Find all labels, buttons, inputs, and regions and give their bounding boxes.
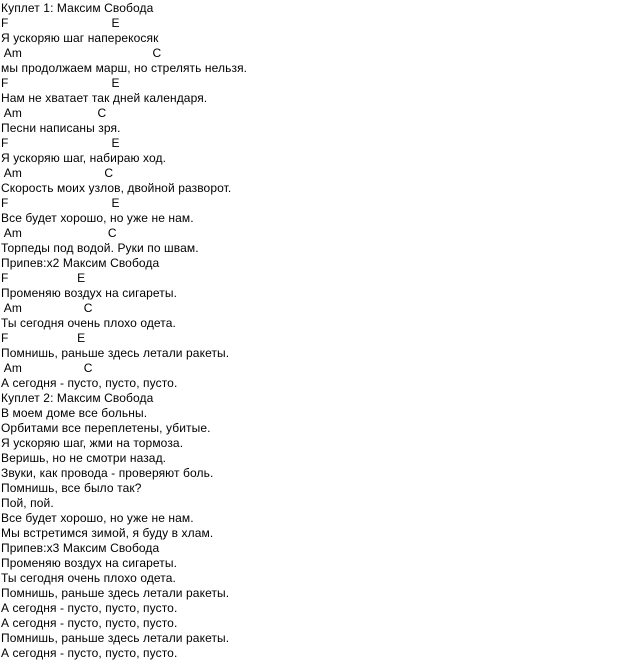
lyric-line: Помнишь, раньше здесь летали ракеты. [1,631,230,645]
section-heading: Припев:x3 Максим Свобода [1,541,160,555]
lyric-line: Нам не хватает так дней календаря. [1,91,208,105]
chord-line: Am C [1,106,107,120]
chord-line: F E [1,196,120,210]
lyric-line: Мы встретимся зимой, я буду в хлам. [1,526,214,540]
lyric-line: Веришь, но не смотри назад. [1,451,167,465]
lyric-line: Скорость моих узлов, двойной разворот. [1,181,232,195]
lyric-line: Пой, пой. [1,496,54,510]
section-heading: Куплет 1: Максим Свобода [1,1,154,15]
lyric-line: Звуки, как провода - проверяют боль. [1,466,214,480]
chord-line: Am C [1,46,162,60]
lyric-line: Помнишь, раньше здесь летали ракеты. [1,586,230,600]
chord-line: F E [1,271,86,285]
lyric-line: Песни написаны зря. [1,121,121,135]
chord-line: F E [1,331,86,345]
lyric-line: А сегодня - пусто, пусто, пусто. [1,376,178,390]
lyric-line: Все будет хорошо, но уже не нам. [1,511,194,525]
section-heading: Припев:x2 Максим Свобода [1,256,160,270]
chord-line: Am C [1,301,93,315]
chord-line: F E [1,136,120,150]
lyric-line: А сегодня - пусто, пусто, пусто. [1,616,178,630]
lyric-line: А сегодня - пусто, пусто, пусто. [1,601,178,615]
chord-line: Am C [1,166,114,180]
lyric-line: Орбитами все переплетены, убитые. [1,421,211,435]
lyric-line: Променяю воздух на сигареты. [1,556,178,570]
lyric-line: Помнишь, все было так? [1,481,142,495]
lyric-line: Ты сегодня очень плохо одета. [1,571,176,585]
chord-line: Am C [1,361,93,375]
section-heading: Куплет 2: Максим Свобода [1,391,154,405]
chord-line: F E [1,16,120,30]
lyric-line: Торпеды под водой. Руки по швам. [1,241,199,255]
lyric-line: мы продолжаем марш, но стрелять нельзя. [1,61,248,75]
lyric-line: Променяю воздух на сигареты. [1,286,178,300]
lyric-line: Я ускоряю шаг наперекосяк [1,31,159,45]
lyric-line: В моем доме все больны. [1,406,148,420]
lyric-line: Помнишь, раньше здесь летали ракеты. [1,346,230,360]
lyric-line: Я ускоряю шаг, жми на тормоза. [1,436,184,450]
lyric-line: Все будет хорошо, но уже не нам. [1,211,194,225]
lyric-line: Я ускоряю шаг, набираю ход. [1,151,167,165]
lyric-line: А сегодня - пусто, пусто, пусто. [1,646,178,660]
lyric-line: Ты сегодня очень плохо одета. [1,316,176,330]
chord-line: Am C [1,226,117,240]
chord-line: F E [1,76,120,90]
